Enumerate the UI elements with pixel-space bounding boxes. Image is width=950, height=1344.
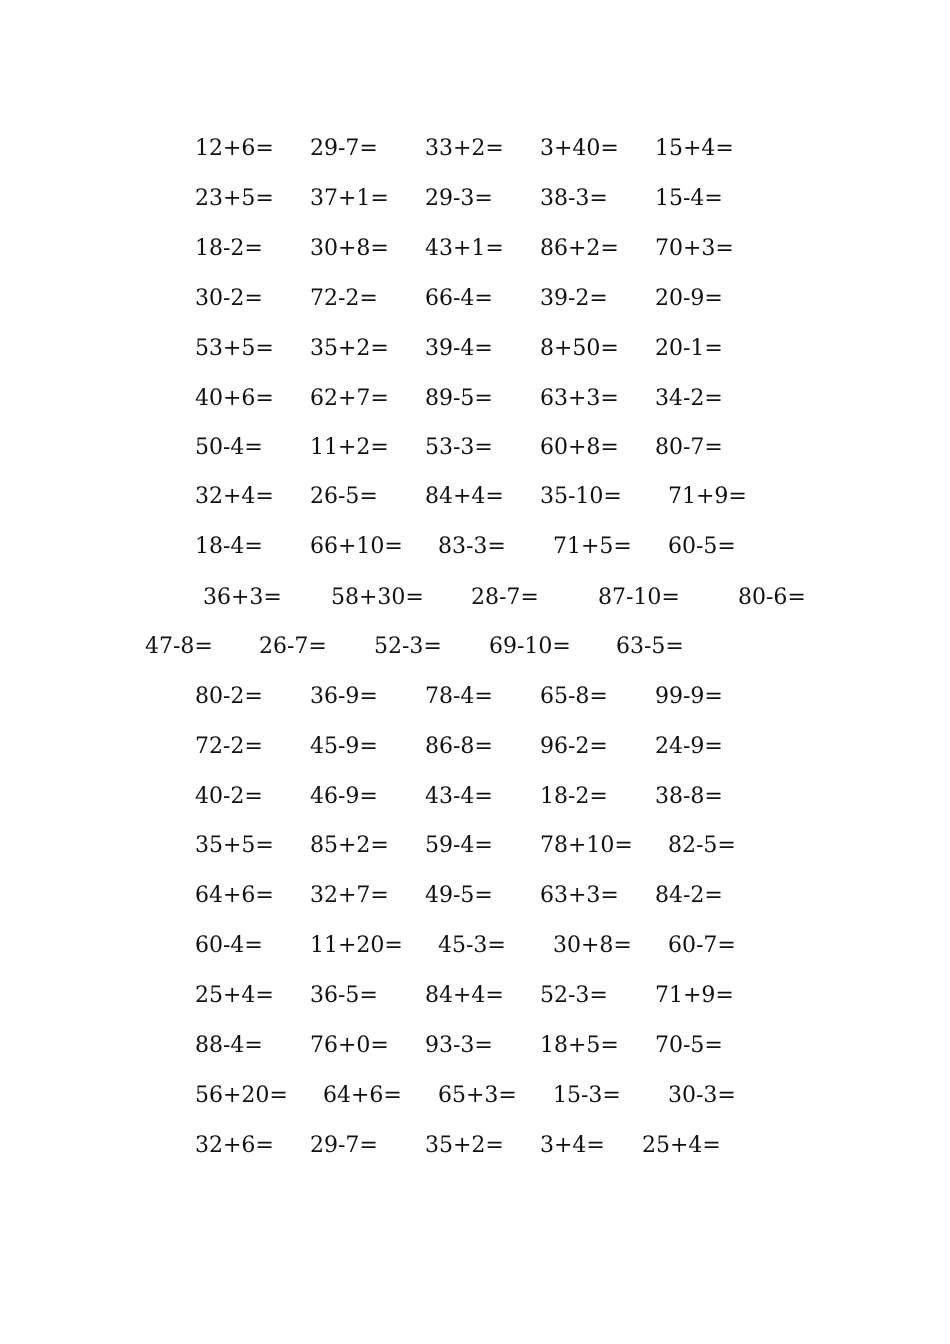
problem: 32+4= <box>195 484 274 509</box>
problem: 88-4= <box>195 1033 263 1058</box>
problem: 60+8= <box>540 435 619 460</box>
problem: 20-9= <box>655 286 723 311</box>
problem: 43-4= <box>425 784 493 809</box>
problem: 39-4= <box>425 336 493 361</box>
problem: 25+4= <box>642 1133 721 1158</box>
problem-row <box>0 831 950 861</box>
problem: 26-7= <box>259 634 327 659</box>
problem: 39-2= <box>540 286 608 311</box>
problem: 12+6= <box>195 136 274 161</box>
problem-row <box>0 931 950 961</box>
problem: 52-3= <box>374 634 442 659</box>
problem: 45-9= <box>310 734 378 759</box>
problem: 80-7= <box>655 435 723 460</box>
problem: 11+2= <box>310 435 389 460</box>
problem: 30+8= <box>310 236 389 261</box>
problem: 32+6= <box>195 1133 274 1158</box>
problem: 59-4= <box>425 833 493 858</box>
problem: 40-2= <box>195 784 263 809</box>
problem: 53+5= <box>195 336 274 361</box>
problem: 15-4= <box>655 186 723 211</box>
problem: 35+2= <box>425 1133 504 1158</box>
problem-row <box>0 632 950 662</box>
problem: 11+20= <box>310 933 403 958</box>
problem: 33+2= <box>425 136 504 161</box>
problem: 82-5= <box>668 833 736 858</box>
problem: 93-3= <box>425 1033 493 1058</box>
problem: 64+6= <box>323 1083 402 1108</box>
problem: 8+50= <box>540 336 619 361</box>
problem: 43+1= <box>425 236 504 261</box>
problem: 37+1= <box>310 186 389 211</box>
problem: 3+4= <box>540 1133 605 1158</box>
problem-row <box>0 234 950 264</box>
problem: 76+0= <box>310 1033 389 1058</box>
problem: 86+2= <box>540 236 619 261</box>
problem-row <box>0 981 950 1011</box>
problem: 3+40= <box>540 136 619 161</box>
problem-row <box>0 682 950 712</box>
problem: 29-7= <box>310 1133 378 1158</box>
problem: 60-7= <box>668 933 736 958</box>
problem: 30+8= <box>553 933 632 958</box>
problem: 65-8= <box>540 684 608 709</box>
problem: 63-5= <box>616 634 684 659</box>
problem-row <box>0 532 950 562</box>
problem: 50-4= <box>195 435 263 460</box>
problem: 63+3= <box>540 386 619 411</box>
problem-row <box>0 284 950 314</box>
problem: 36-5= <box>310 983 378 1008</box>
problem: 36-9= <box>310 684 378 709</box>
problem: 26-5= <box>310 484 378 509</box>
problem-row <box>0 334 950 364</box>
problem-row <box>0 482 950 512</box>
problem: 24-9= <box>655 734 723 759</box>
problem: 84-2= <box>655 883 723 908</box>
problem: 60-5= <box>668 534 736 559</box>
problem: 35-10= <box>540 484 622 509</box>
problem: 30-2= <box>195 286 263 311</box>
problem: 99-9= <box>655 684 723 709</box>
problem-row <box>0 134 950 164</box>
problem-row <box>0 1081 950 1111</box>
problem: 83-3= <box>438 534 506 559</box>
problem: 45-3= <box>438 933 506 958</box>
problem: 35+2= <box>310 336 389 361</box>
problem: 60-4= <box>195 933 263 958</box>
problem: 70+3= <box>655 236 734 261</box>
problem: 32+7= <box>310 883 389 908</box>
problem: 80-6= <box>738 585 806 610</box>
problem: 80-2= <box>195 684 263 709</box>
problem-row <box>0 184 950 214</box>
problem: 28-7= <box>471 585 539 610</box>
problem: 64+6= <box>195 883 274 908</box>
problem: 53-3= <box>425 435 493 460</box>
problem: 40+6= <box>195 386 274 411</box>
problem: 34-2= <box>655 386 723 411</box>
problem: 47-8= <box>145 634 213 659</box>
problem: 52-3= <box>540 983 608 1008</box>
problem: 71+9= <box>668 484 747 509</box>
problem: 15-3= <box>553 1083 621 1108</box>
problem: 29-7= <box>310 136 378 161</box>
problem: 66-4= <box>425 286 493 311</box>
problem: 89-5= <box>425 386 493 411</box>
problem: 85+2= <box>310 833 389 858</box>
problem: 18-2= <box>540 784 608 809</box>
problem: 70-5= <box>655 1033 723 1058</box>
problem: 63+3= <box>540 883 619 908</box>
problem: 58+30= <box>331 585 424 610</box>
problem-row <box>0 583 950 613</box>
problem: 18+5= <box>540 1033 619 1058</box>
problem: 46-9= <box>310 784 378 809</box>
problem: 84+4= <box>425 983 504 1008</box>
problem: 38-8= <box>655 784 723 809</box>
problem: 25+4= <box>195 983 274 1008</box>
problem: 18-4= <box>195 534 263 559</box>
problem: 84+4= <box>425 484 504 509</box>
problem: 78-4= <box>425 684 493 709</box>
problem: 66+10= <box>310 534 403 559</box>
problem: 18-2= <box>195 236 263 261</box>
problem: 71+9= <box>655 983 734 1008</box>
problem: 38-3= <box>540 186 608 211</box>
problem: 30-3= <box>668 1083 736 1108</box>
problem-row <box>0 1031 950 1061</box>
problem: 20-1= <box>655 336 723 361</box>
problem-row <box>0 732 950 762</box>
problem: 36+3= <box>203 585 282 610</box>
problem: 69-10= <box>489 634 571 659</box>
problem: 72-2= <box>195 734 263 759</box>
problem: 65+3= <box>438 1083 517 1108</box>
problem: 71+5= <box>553 534 632 559</box>
problem: 72-2= <box>310 286 378 311</box>
problem: 96-2= <box>540 734 608 759</box>
problem: 62+7= <box>310 386 389 411</box>
problem: 49-5= <box>425 883 493 908</box>
problem: 78+10= <box>540 833 633 858</box>
problem: 15+4= <box>655 136 734 161</box>
problem: 87-10= <box>598 585 680 610</box>
problem-row <box>0 881 950 911</box>
problem: 23+5= <box>195 186 274 211</box>
problem-row <box>0 384 950 414</box>
problem: 35+5= <box>195 833 274 858</box>
problem-row <box>0 782 950 812</box>
problem: 56+20= <box>195 1083 288 1108</box>
problem-row <box>0 433 950 463</box>
problem-row <box>0 1131 950 1161</box>
problem: 86-8= <box>425 734 493 759</box>
problem: 29-3= <box>425 186 493 211</box>
